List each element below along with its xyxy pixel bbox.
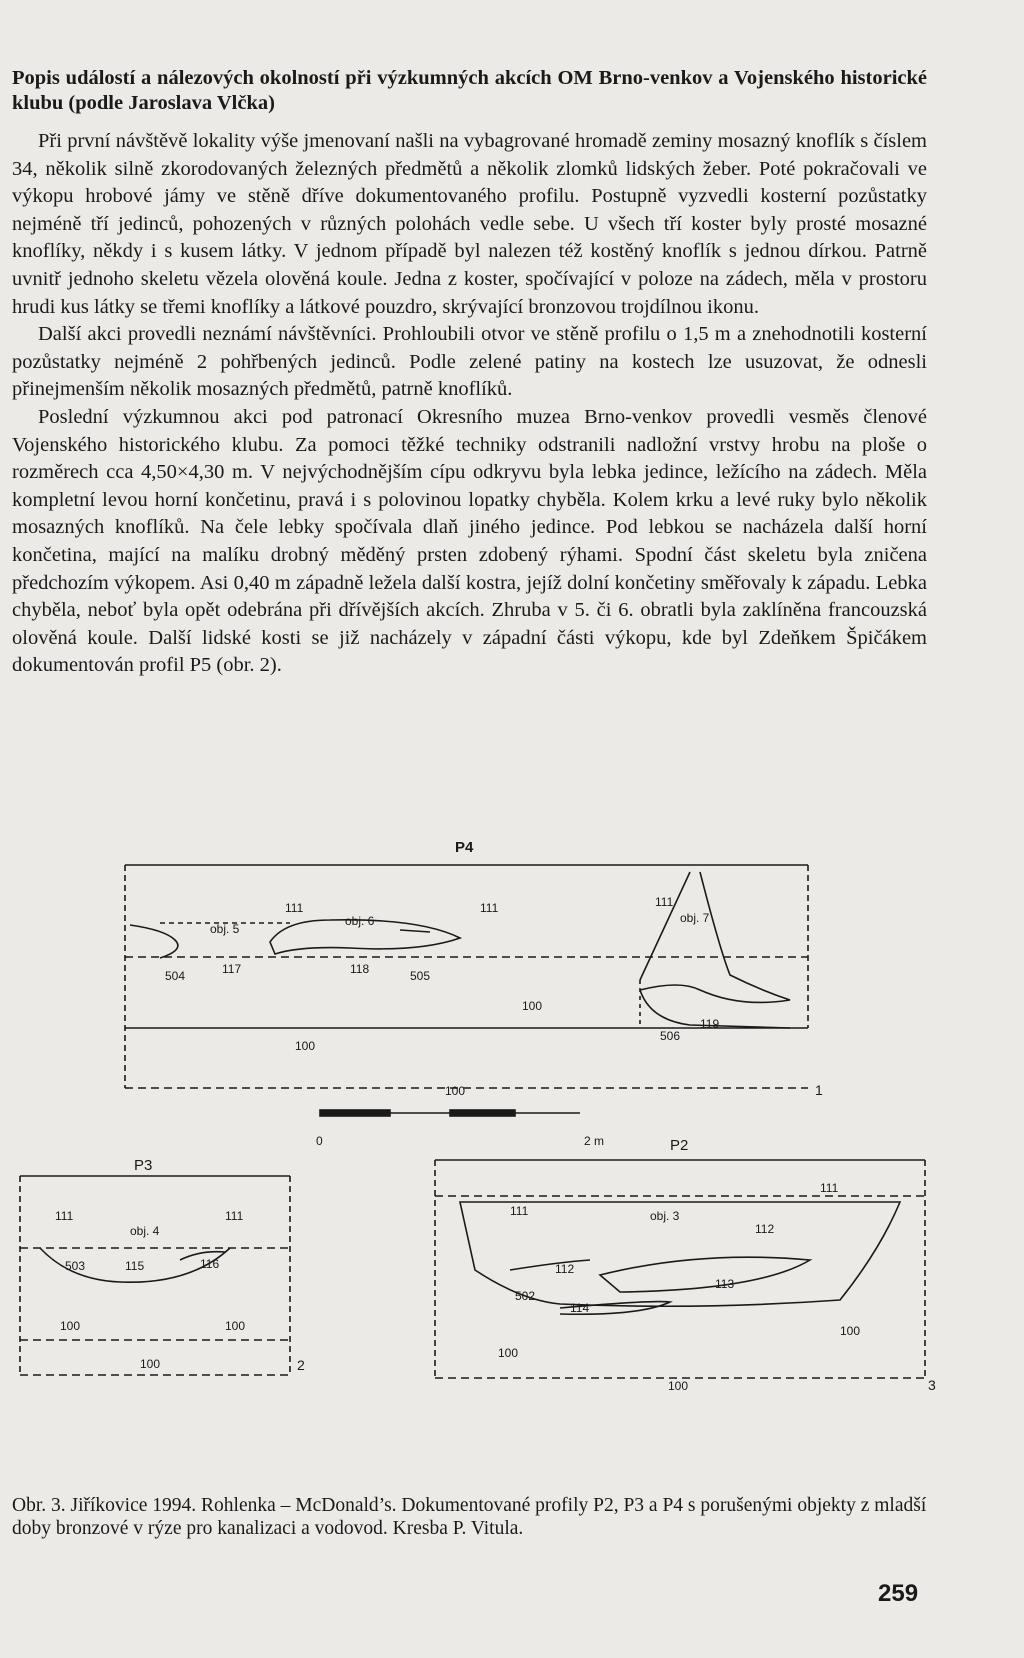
label-100-a: 100 — [295, 1039, 316, 1053]
label-506: 506 — [660, 1029, 681, 1043]
profile-p3 — [20, 1176, 290, 1375]
profile-p4 — [125, 865, 808, 1088]
label-112-a: 112 — [755, 1222, 775, 1236]
p2-title: P2 — [670, 1137, 689, 1154]
label-p2-111-a: 111 — [510, 1204, 529, 1218]
label-115: 115 — [125, 1259, 145, 1273]
body-text — [12, 128, 927, 680]
label-obj5: obj. 5 — [210, 922, 240, 936]
paragraph-2: Další akci provedli neznámí návštěvníci. Prohloubili otvor ve stěně profilu o 1,5 m a znehodnotili kosterní pozůstatky nejméně 2 pohřbených jedinců. Podle zelené patiny na kostech lze usuzovat, že odnesli přinejmenším několik mosazných předmětů, patrně knoflíků. — [12, 323, 927, 401]
p2-end-mark: 3 — [928, 1377, 936, 1393]
p4-end-mark: 1 — [815, 1082, 823, 1098]
label-p2-111-b: 111 — [820, 1181, 839, 1195]
paragraph-1: Při první návštěvě lokality výše jmenovaní našli na vybagrované hromadě zeminy mosazný knoflík s číslem 34, několik silně zkorodovaných železných předmětů a několik zlomků lidských žeber. Poté pokračovali ve výkopu hrobové jámy ve stěně dříve dokumentovaného profilu. Postupně vyzvedli kosterní pozůstatky nejméně tří jedinců, pohozených v různých polohách vedle sebe. U všech tří koster byly prosté mosazné knoflíky, někdy i s kusem látky. V jednom případě byl nalezen též kostěný knoflík s jednou dírkou. Patrně uvnitř jednoho skeletu vězela olověná koule. Jedna z koster, spočívající v poloze na zádech, měla v prostoru hrudi kus látky se třemi knoflíky a látkové pouzdro, skrývající bronzovou trojdílnou ikonu. — [12, 130, 927, 318]
label-p3-111-b: 111 — [225, 1209, 244, 1223]
label-p3-100-c: 100 — [140, 1357, 161, 1371]
scale-bar — [320, 1110, 580, 1116]
label-p3-100-a: 100 — [60, 1319, 81, 1333]
label-504: 504 — [165, 969, 186, 983]
label-505: 505 — [410, 969, 431, 983]
p4-title: P4 — [455, 839, 474, 856]
label-112-b: 112 — [555, 1262, 575, 1276]
label-114: 114 — [570, 1301, 590, 1315]
p3-title: P3 — [134, 1157, 153, 1174]
label-p2-100-c: 100 — [668, 1379, 689, 1393]
page-number: 259 — [878, 1580, 919, 1607]
label-503: 503 — [65, 1259, 86, 1273]
label-100-b: 100 — [522, 999, 543, 1013]
label-obj4: obj. 4 — [130, 1224, 160, 1238]
scale-end: 2 m — [584, 1134, 605, 1148]
label-502: 502 — [515, 1289, 536, 1303]
label-p2-100-b: 100 — [498, 1346, 519, 1360]
profile-drawing — [0, 830, 1024, 1440]
label-118: 118 — [350, 962, 370, 976]
label-111-b: 111 — [480, 901, 499, 915]
label-113: 113 — [715, 1277, 735, 1291]
label-100-c: 100 — [445, 1084, 466, 1098]
p3-end-mark: 2 — [297, 1357, 305, 1373]
label-111-c: 111 — [655, 895, 674, 909]
label-111-a: 111 — [285, 901, 304, 915]
label-p3-111-a: 111 — [55, 1209, 74, 1223]
label-obj7: obj. 7 — [680, 911, 710, 925]
label-p3-100-b: 100 — [225, 1319, 246, 1333]
label-obj6: obj. 6 — [345, 914, 375, 928]
profile-figure — [0, 830, 1024, 1440]
scale-start: 0 — [316, 1134, 323, 1148]
label-p2-100-a: 100 — [840, 1324, 861, 1338]
section-heading: Popis událostí a nálezových okolností při výzkumných akcích OM Brno-venkov a Vojenského historické klubu (podle Jaroslava Vlčka) — [12, 67, 927, 114]
label-obj3: obj. 3 — [650, 1209, 680, 1223]
label-116: 116 — [200, 1257, 220, 1271]
paragraph-3: Poslední výzkumnou akci pod patronací Okresního muzea Brno-venkov provedli vesměs členové Vojenského historického klubu. Za pomoci těžké techniky odstranili nadložní vrstvy hrobu na ploše o rozměrech cca 4,50×4,30 m. V nejvýchodnějším cípu odkryvu byla lebka jedince, ležícího na zádech. Měla kompletní levou horní končetinu, pravá i s polovinou lopatky chyběla. Kolem krku a levé ruky bylo několik mosazných knoflíků. Na čele lebky spočívala dlaň jiného jedince. Pod lebkou se nacházela další horní končetina, mající na malíku drobný měděný prsten zdobený rýhami. Spodní část skeletu byla zničena předchozím výkopem. Asi 0,40 m západně ležela další kostra, jejíž dolní končetiny směřovaly k západu. Lebka chyběla, neboť byla opět odebrána při dřívějších akcích. Zhruba v 5. či 6. obratli byla zaklíněna francouzská olověná koule. Další lidské kosti se již nacházely v západní části výkopu, kde byl Zdeňkem Špičákem dokumentován profil P5 (obr. 2). — [12, 405, 927, 677]
figure-caption: Obr. 3. Jiříkovice 1994. Rohlenka – McDonald’s. Dokumentované profily P2, P3 a P4 s porušenými objekty z mladší doby bronzové v rýze pro kanalizaci a vodovod. Kresba P. Vitula. — [12, 1495, 927, 1539]
label-119: 119 — [700, 1017, 720, 1031]
label-117: 117 — [222, 962, 242, 976]
